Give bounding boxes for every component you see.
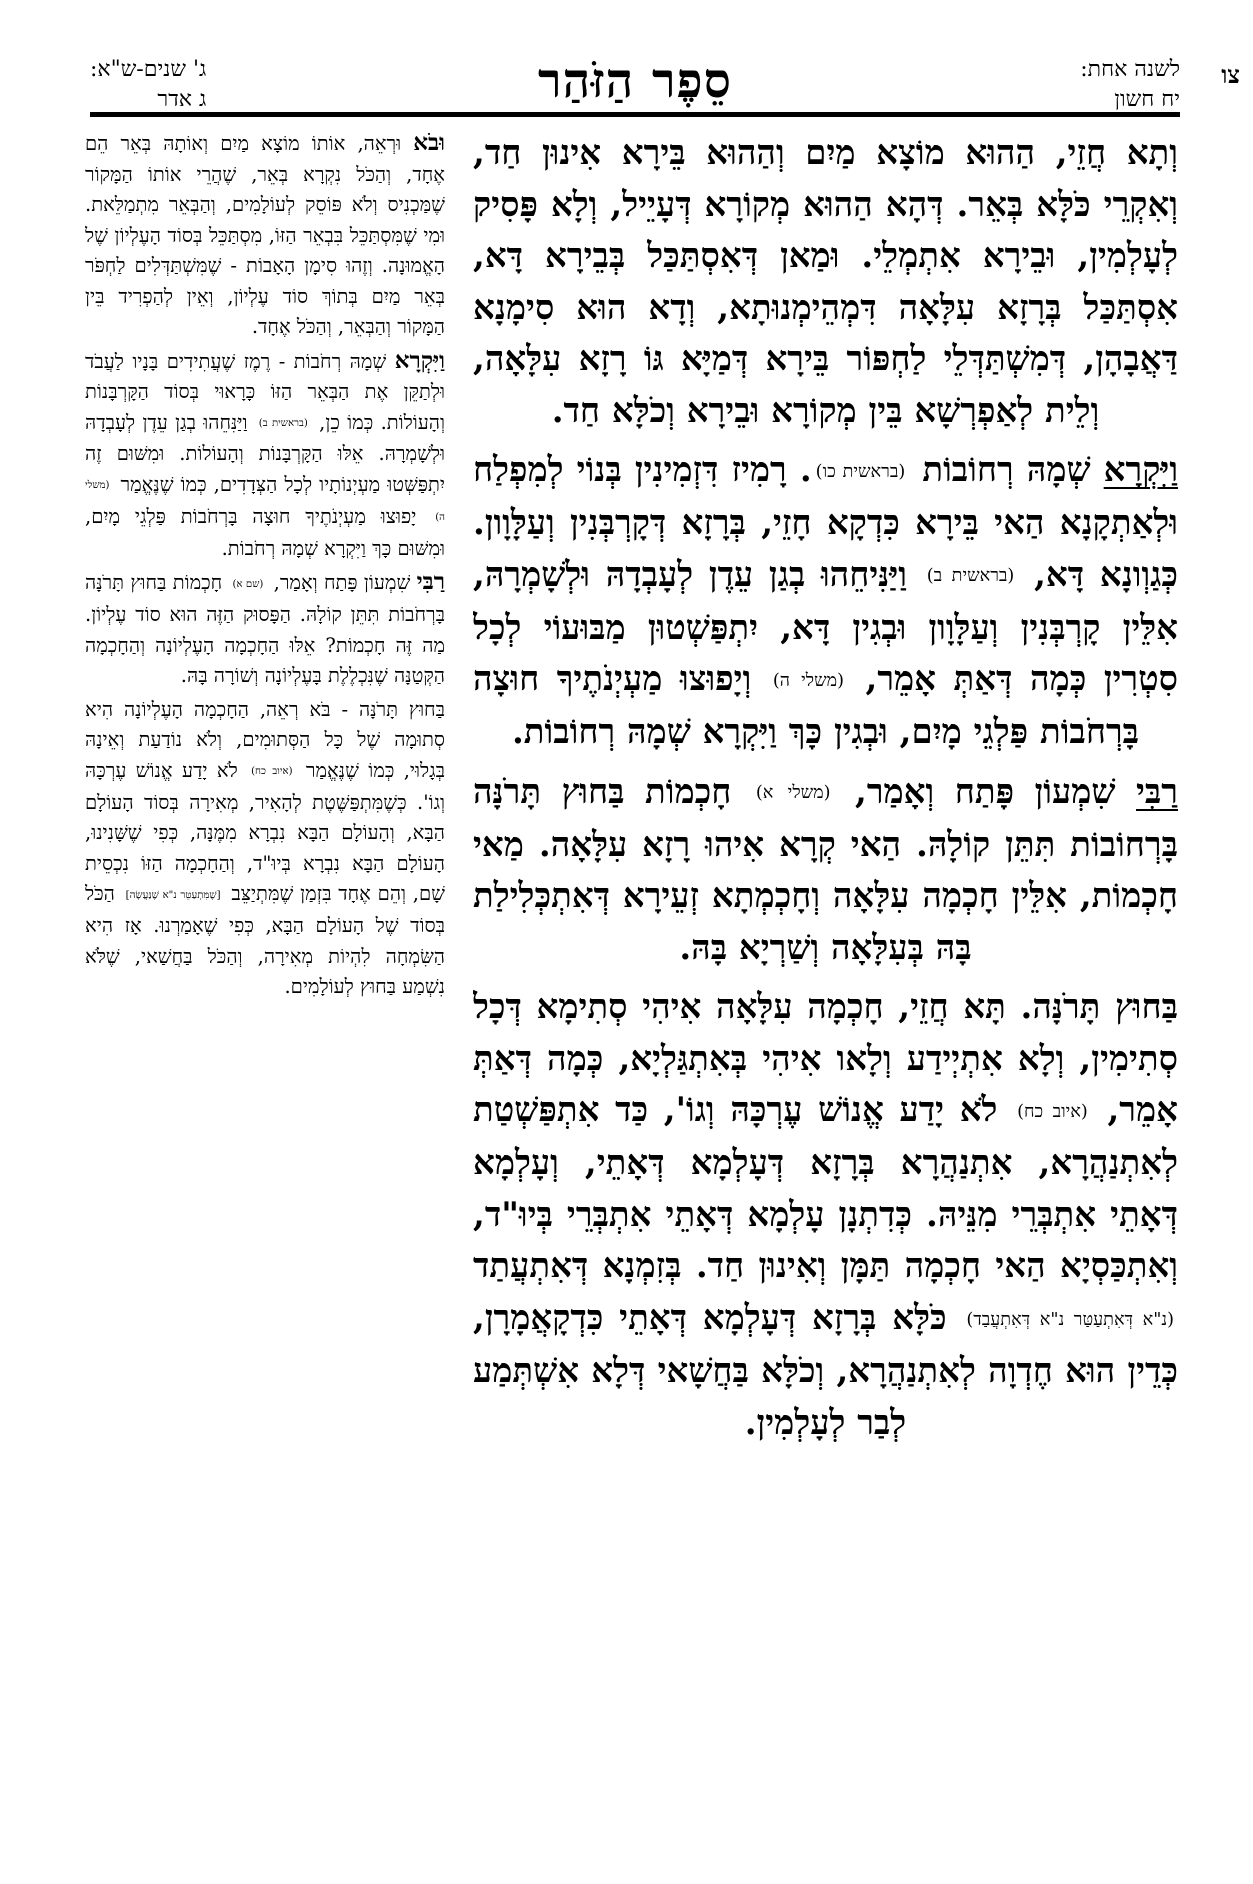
verse-reference: [שֶׁמִּתְעַטֵּר נ"א שֶׁנַּעֲשָׂה] [125,889,221,901]
hebrew-paragraph-lead-word: וַיִּקְרָא [394,346,445,374]
aramaic-paragraph [473,445,1178,759]
aramaic-text-column [473,128,1178,1788]
hebrew-text-run: שְׁמָהּ רְחֹבוֹת - רֶמֶז שֶׁעֲתִידִים בָּנָיו לַעֲבֹד וּלְתַקֵּן אֶת הַבְּאֵר הַזּוֹ כָּרָאוּי בְּסוֹד הַקָּרְבָּנוֹת וְהָעוֹלוֹת. כְּמוֹ כֵן, [85,349,445,434]
aramaic-paragraph [473,767,1178,975]
page-number: צו [1221,60,1240,89]
hebrew-text-run: וּרְאֵה, אוֹתוֹ מוֹצָא מַיִם וְאוֹתָהּ בְּאֵר הֵם אֶחָד, וְהַכֹּל נִקְרָא בְּאֵר, שֶׁהֲרֵי אוֹתוֹ הַמָּקוֹר שֶׁמַּכְנִיס וְלֹא פּוֹסֵק לְעוֹלָמִים, וְהַבְּאֵר מִתְמַלֵּאת. וּמִי שֶׁמִּסְתַּכֵּל בִּבְאֵר הַזּוֹ, מִסְתַּכֵּל בְּסוֹד הָעֶלְיוֹן שֶׁל הָאֱמוּנָה. וְזֶהוּ סִימָן הָאָבוֹת - שֶׁמִּשְׁתַּדְּלִים לַחְפֹּר בְּאֵר מַיִם בְּתוֹךְ סוֹד עֶלְיוֹן, וְאֵין לְהַפְרִיד בֵּין הַמָּקוֹר וְהַבְּאֵר, וְהַכֹּל אֶחָד. [85,132,445,338]
aramaic-text-run: שְׁמָהּ רְחוֹבוֹת [909,450,1104,490]
hebrew-paragraph [85,128,445,343]
hebrew-text-run: יָפוּצוּ מַעְיְנֹתֶיךָ חוּצָה בָּרְחֹבוֹת פַּלְגֵי מָיִם, וּמִשּׁוּם כָּךְ וַיִּקְרָא שְׁמָהּ רְחֹבוֹת. [85,504,445,560]
aramaic-paragraph-lead-word: וַיִּקְרָא [1103,450,1178,490]
hebrew-translation-column [85,128,445,1818]
aramaic-text-run: שִׁמְעוֹן פָּתַח וְאָמַר, [834,771,1136,812]
verse-reference: (משלי ה) [772,670,844,691]
schedule-one-year-label: לשנה אחת: [1080,57,1180,82]
verse-reference: (בראשית ב) [926,566,1015,587]
verse-reference: (בראשית ב) [258,417,308,429]
aramaic-text-run: . רָמִיז דִּזְמִינִין בְּנוֹי לְמִפְלַח וּלְאַתְקָנָא הַאי בֵּירָא כִּדְקָא חָזֵי, בְּרָזָא דְּקָרְבְּנִין וְעַלָּוָון. כְּגַוְונָא דָּא, [473,450,1178,595]
hebrew-text-run: לֹא יָדַע אֱנוֹשׁ עֶרְכָּהּ וְגוֹ'. כְּשֶׁמִּתְפַּשֶּׁטֶת לְהָאִיר, מְאִירָה בְּסוֹד הָעוֹלָם הַבָּא, וְהָעוֹלָם הַבָּא נִבְרָא מִמֶּנָּה, כְּפִי שֶׁשָּׁנִינוּ, הָעוֹלָם הַבָּא נִבְרָא בְּיוּ"ד, וְהַחָכְמָה הַזּוֹ נִכְסֵית שָׁם, וְהֵם אֶחָד בִּזְמַן שֶׁמִּתְיַצֵּב [85,758,445,906]
hebrew-paragraph [85,346,445,565]
hebrew-text-run: חָכְמוֹת בַּחוּץ תָּרֹנָּה בָּרְחֹבוֹת תִּתֵּן קוֹלָהּ. הַפָּסוּק הַזֶּה הוּא סוֹד עֶלְיוֹן. מַה זֶּה חָכְמוֹת? אֵלּוּ הַחָכְמָה הָעֶלְיוֹנָה וְהַחָכְמָה הַקְּטַנָּה שֶׁנִּכְלֶלֶת בָּעֶלְיוֹנָה וְשׁוֹרָה בָּהּ. [85,571,445,688]
aramaic-paragraph-lead-word: רַבִּי [1135,771,1178,812]
aramaic-text-run: חָכְמוֹת בַּחוּץ תָּרֹנָּה בָּרְחוֹבוֹת תִּתֵּן קוֹלָהּ. הַאי קְרָא אִיהוּ רָזָא עִלָּאָה. מַאי חָכְמוֹת, אִלֵּין חָכְמָה עִלָּאָה וְחָכְמְתָא זְעֵירָא דְּאִתְכְּלִילַת בָּהּ בְּעִלָּאָה וְשַׁרְיָא בָּהּ. [473,771,1178,968]
verse-reference: (איוב כח) [1017,1101,1088,1122]
book-title: סֵפֶר הַזֹּהַר [538,53,732,109]
hebrew-paragraph-lead-word: וּבֹא [413,129,445,156]
aramaic-text-run: וְיָפוּצוּ מַעְיְנֹתֶיךָ חוּצָה בָּרְחֹבוֹת פַּלְגֵי מָיִם, וּבְגִין כָּךְ וַיִּקְרָא שְׁמָהּ רְחוֹבוֹת. [473,659,1140,753]
hebrew-text-run: הַכֹּל בְּסוֹד שֶׁל הָעוֹלָם הַבָּא, כְּפִי שֶׁאָמַרְנוּ. אָז הִיא הַשִּׂמְחָה לִהְיוֹת מְאִירָה, וְהַכֹּל בַּחֲשַׁאי, שֶׁלֹּא נִשְׁמַע בַּחוּץ לְעוֹלָמִים. [85,882,445,999]
aramaic-text-run: לֹא יָדַע אֱנוֹשׁ עֶרְכָּהּ וְגוֹ', כַּד אִתְפַּשְׁטַת לְאִתְנַהֲרָא, אִתְנַהֲרָא בְּרָזָא דְּעָלְמָא דְּאָתֵי, וְעָלְמָא דְּאָתֵי אִתְבְּרֵי מִנֵּיהּ. כְּדִתְנָן עָלְמָא דְּאָתֵי אִתְבְּרֵי בְּיוּ"ד, וְאִתְכַּסְיָא הַאי חָכְמָה תַּמָּן וְאִינוּן חַד. בְּזִמְנָא דְּאִתְעֲתַד [473,1090,1178,1287]
header-rule [90,112,1180,117]
schedule-one-year-date: יח חשון [1114,87,1180,112]
schedule-three-years-label: ג' שנים-ש"א: [90,57,207,82]
verse-reference: (בראשית כו) [815,461,906,482]
reading-schedule-three-years [90,55,206,115]
schedule-three-years-date: ג אדר [157,87,207,112]
aramaic-text-run: כֹּלָּא בְּרָזָא דְּעָלְמָא דְּאָתֵי כִּדְקָאֲמָרָן, כְּדֵין הוּא חֶדְוָה לְאִתְנַהֲרָא, וְכֹלָּא בַּחֲשָׁאי דְּלָא אִשְׁתְּמַע לְבַר לְעָלְמִין. [473,1297,1178,1443]
verse-reference: (שם א) [232,578,264,590]
aramaic-paragraph [473,982,1178,1449]
verse-reference: (נ"א דְּאִתְעַטַּר נ"א דְּאִתְעֲבַד) [966,1309,1174,1330]
verse-reference: (משלי ה) [85,480,445,524]
hebrew-paragraph-lead-word: רַבִּי [416,568,445,596]
aramaic-paragraph [473,128,1178,437]
hebrew-text-run: שִׁמְעוֹן פָּתַח וְאָמַר, [267,571,417,595]
verse-reference: (משלי א) [755,783,831,804]
aramaic-text-run: וְתָא חֲזֵי, הַהוּא מוֹצָא מַיִם וְהַהוּא בֵּירָא אִינוּן חַד, וְאִקְרֵי כֹּלָּא בְּאֵר. דְּהָא הַהוּא מְקוֹרָא דְּעָיֵיל, וְלָא פָּסִיק לְעָלְמִין, וּבֵירָא אִתְמְלֵי. וּמַאן דְּאִסְתַּכַּל בְּבֵירָא דָּא, אִסְתַּכַּל בְּרָזָא עִלָּאָה דִּמְהֵימְנוּתָא, וְדָא הוּא סִימָנָא דַּאֲבָהָן, דְּמִשְׁתַּדְּלֵי לַחְפּוֹר בֵּירָא דְּמַיָּא גּוֹ רָזָא עִלָּאָה, וְלֵית לְאַפְרְשָׁא בֵּין מְקוֹרָא וּבֵירָא וְכֹלָּא חַד. [473,133,1178,431]
aramaic-text-run: וַיַּנִּיחֵהוּ בְגַן עֵדֶן לְעָבְדָהּ וּלְשָׁמְרָהּ, אִלֵּין קָרְבְּנִין וְעַלָּוָון וּבְגִין דָּא, יִתְפַּשְׁטוּן מַבּוּעוֹי לְכָל סִטְרִין כְּמָה דְּאַתְּ אָמֵר, [473,554,1178,700]
aramaic-text-run: בַּחוּץ תָּרֹנָּה. תָּא חֲזֵי, חָכְמָה עִלָּאָה אִיהִי סְתִימָא דְּכָל סְתִימִין, וְלָא אִתְיְידַע וְלָאו אִיהִי בְּאִתְגַּלְיָא, כְּמָה דְּאַתְּ אָמֵר, [473,987,1178,1131]
hebrew-paragraph [85,695,445,1003]
hebrew-paragraph [85,567,445,691]
hebrew-text-run: בַּחוּץ תָּרֹנָּה - בֹּא רְאֵה, הַחָכְמָה הָעֶלְיוֹנָה הִיא סְתוּמָה שֶׁל כָּל הַסְּתוּמִים, וְלֹא נוֹדַעַת וְאֵינָהּ בְּגָלוּי, כְּמוֹ שֶׁנֶּאֱמַר [85,697,445,782]
verse-reference: (איוב כח) [251,766,293,778]
hebrew-text-run: וַיַּנִּחֵהוּ בְגַן עֵדֶן לְעָבְדָהּ וּלְשָׁמְרָהּ. אֵלּוּ הַקָּרְבָּנוֹת וְהָעוֹלוֹת. וּמִשּׁוּם זֶה יִתְפַּשְּׁטוּ מַעְיְנוֹתָיו לְכָל הַצְּדָדִים, כְּמוֹ שֶׁנֶּאֱמַר [85,410,445,496]
